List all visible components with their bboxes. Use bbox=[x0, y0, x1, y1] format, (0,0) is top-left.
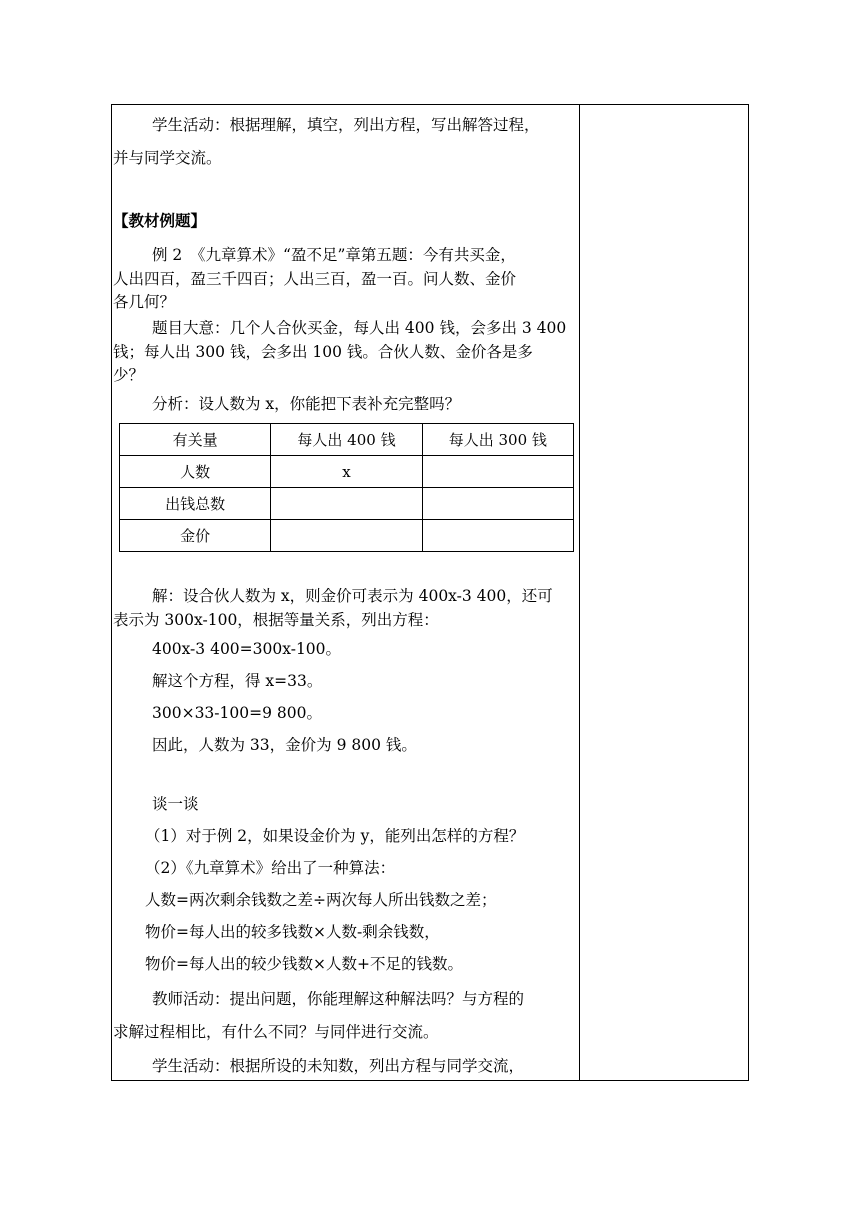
column-divider bbox=[579, 104, 580, 1081]
question-1: （1）对于例 2，如果设金价为 y，能列出怎样的方程？ bbox=[145, 827, 525, 845]
meaning-line: 题目大意：几个人合伙买金，每人出 400 钱，会多出 3 400 bbox=[152, 319, 567, 337]
table-cell bbox=[422, 520, 573, 552]
table-cell: x bbox=[271, 456, 422, 488]
example-line: 人出四百，盈三千四百；人出三百，盈一百。问人数、金价 bbox=[113, 270, 517, 288]
table-cell bbox=[271, 488, 422, 520]
meaning-line: 钱；每人出 300 钱，会多出 100 钱。合伙人数、金价各是多 bbox=[113, 343, 533, 361]
student-activity-line: 学生活动：根据所设的未知数，列出方程与同学交流， bbox=[152, 1057, 525, 1075]
section-title: 【教材例题】 bbox=[113, 212, 207, 230]
table-cell bbox=[422, 488, 573, 520]
example-line: 例 2 《九章算术》“盈不足”章第五题：今有共买金， bbox=[152, 246, 516, 264]
table-cell bbox=[271, 520, 422, 552]
teacher-activity-line: 教师活动：提出问题，你能理解这种解法吗？与方程的 bbox=[152, 990, 525, 1008]
formula-line: 物价=每人出的较多钱数×人数-剩余钱数， bbox=[145, 923, 440, 941]
table-cell: 人数 bbox=[120, 456, 271, 488]
solution-line: 解：设合伙人数为 x，则金价可表示为 400x-3 400，还可 bbox=[152, 587, 553, 605]
table-header-row bbox=[120, 424, 574, 456]
table-cell bbox=[422, 456, 573, 488]
table-cell: 出钱总数 bbox=[120, 488, 271, 520]
solution-line: 表示为 300x-100，根据等量关系，列出方程： bbox=[113, 611, 439, 629]
calc-line: 300×33-100=9 800。 bbox=[152, 704, 322, 722]
table-header-cell: 有关量 bbox=[120, 424, 271, 456]
student-activity-line: 学生活动：根据理解，填空，列出方程，写出解答过程， bbox=[152, 116, 540, 134]
example-line: 各几何？ bbox=[113, 293, 176, 311]
student-activity-line: 并与同学交流。 bbox=[113, 149, 222, 167]
analysis-line: 分析：设人数为 x，你能把下表补充完整吗？ bbox=[152, 395, 461, 413]
talk-title: 谈一谈 bbox=[152, 795, 199, 813]
conclusion-line: 因此，人数为 33，金价为 9 800 钱。 bbox=[152, 736, 417, 754]
question-2: （2）《九章算术》给出了一种算法： bbox=[145, 859, 396, 877]
table-row bbox=[120, 520, 574, 552]
formula-line: 人数=两次剩余钱数之差÷两次每人所出钱数之差； bbox=[145, 891, 497, 909]
equation-line: 400x-3 400=300x-100。 bbox=[152, 640, 342, 658]
data-table bbox=[119, 423, 574, 552]
formula-line: 物价=每人出的较少钱数×人数+不足的钱数。 bbox=[145, 955, 463, 973]
table-header-cell: 每人出 400 钱 bbox=[271, 424, 422, 456]
table-cell: 金价 bbox=[120, 520, 271, 552]
table-header-cell: 每人出 300 钱 bbox=[422, 424, 573, 456]
meaning-line: 少？ bbox=[113, 366, 145, 384]
teacher-activity-line: 求解过程相比，有什么不同？与同伴进行交流。 bbox=[113, 1023, 439, 1041]
solve-line: 解这个方程，得 x=33。 bbox=[152, 672, 323, 690]
table-row bbox=[120, 488, 574, 520]
table-row bbox=[120, 456, 574, 488]
